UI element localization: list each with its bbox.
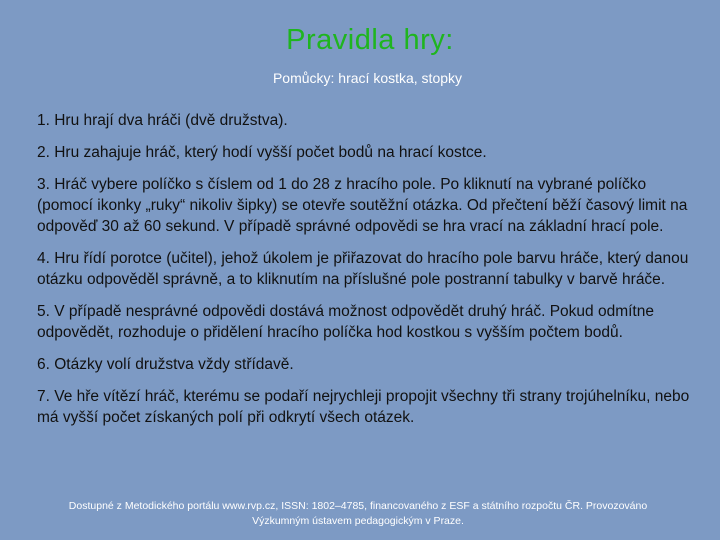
rule-item: 3. Hráč vybere políčko s číslem od 1 do 28 z hracího pole. Po kliknutí na vybrané políčko (pomocí ikonky „ruky“ nikoliv šipky) se otevře soutěžní otázka. Od přečtení běží časový limit na odpověď 30 až 60 sekund. V případě správné odpovědi se hra vrací na základní hrací pole. [37,176,688,235]
rule-item: 5. V případě nesprávné odpovědi dostává možnost odpovědět druhý hráč. Pokud odmítne odpovědět, rozhoduje o přidělení hracího políčka hod kostkou s vyšším počtem bodů. [37,303,654,341]
slide-subtitle: Pomůcky: hrací kostka, stopky [272,70,463,86]
rule-item: 1. Hru hrají dva hráči (dvě družstva). [37,112,288,129]
slide-title: Pravidla hry: [286,24,454,56]
rule-item: 7. Ve hře vítězí hráč, kterému se podaří nejrychleji propojit všechny tři strany trojúhelníku, nebo má vyšší počet získaných polí při odkrytí všech otázek. [37,388,690,426]
rule-item: 6. Otázky volí družstva vždy střídavě. [37,356,294,373]
footer-line-2: Výzkumným ústavem pedagogickým v Praze. [252,515,464,527]
footer-line-1: Dostupné z Metodického portálu www.rvp.cz, ISSN: 1802–4785, financovaného z ESF a státního rozpočtu ČR. Provozováno [68,500,648,512]
rule-item: 2. Hru zahajuje hráč, který hodí vyšší počet bodů na hrací kostce. [37,144,487,161]
rules-list [37,110,702,439]
rule-item: 4. Hru řídí porotce (učitel), jehož úkolem je přiřazovat do hracího pole barvu hráče, který danou otázku odpověděl správně, a to kliknutím na příslušné pole postranní tabulky v barvě hráče. [37,250,689,288]
footer [0,499,716,529]
